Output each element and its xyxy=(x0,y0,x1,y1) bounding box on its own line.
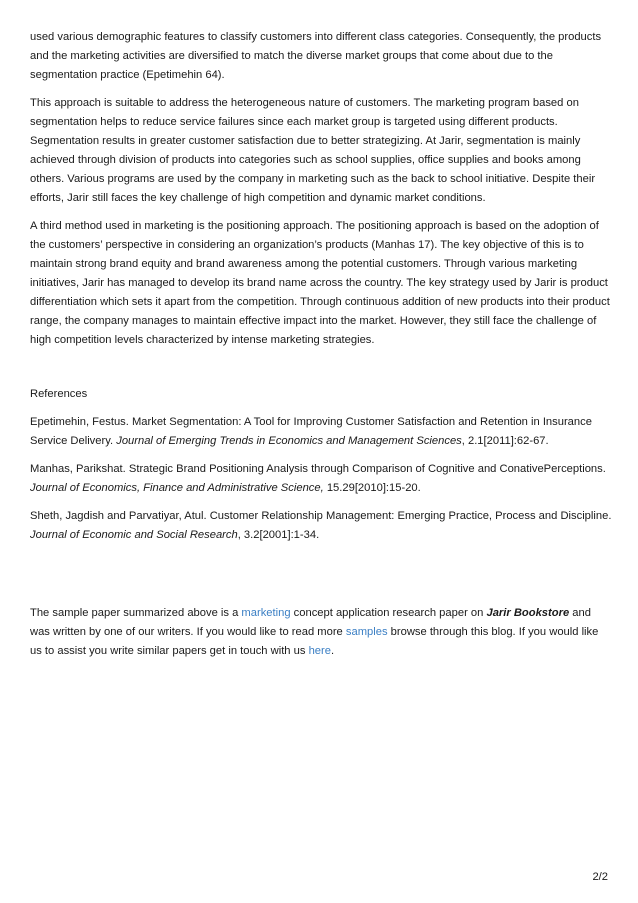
reference-details: , 3.2[2001]:1-34. xyxy=(237,529,320,541)
note-text: concept application research paper on xyxy=(290,607,487,619)
marketing-link[interactable]: marketing xyxy=(241,607,291,619)
section-gap xyxy=(30,554,612,604)
note-text: and was written by one of our writers. If you would like to read more xyxy=(30,607,591,638)
body-paragraph-1: used various demographic features to classify customers into different class categories. Consequently, the products and the marketing activities are diversified to match the diverse market groups that come about due to the segmentation practice (Epetimehin 64). xyxy=(30,31,602,81)
reference-journal: Journal of Emerging Trends in Economics and Management Sciences xyxy=(116,435,462,447)
sample-note xyxy=(30,604,612,661)
reference-item-3 xyxy=(30,507,612,545)
document-page xyxy=(30,28,612,670)
here-link[interactable]: here xyxy=(308,645,331,657)
reference-item-2 xyxy=(30,460,612,498)
samples-link[interactable]: samples xyxy=(345,626,388,638)
note-text: browse through this blog. If you would like us to assist you write similar papers get in touch with us xyxy=(30,626,599,657)
reference-text: Manhas, Parikshat. Strategic Brand Positioning Analysis through Comparison of Cognitive and ConativePerceptions. xyxy=(30,463,606,475)
reference-journal: Journal of Economic and Social Research xyxy=(30,529,238,541)
reference-journal: Journal of Economics, Finance and Administrative Science, xyxy=(30,482,324,494)
reference-text: Sheth, Jagdish and Parvatiyar, Atul. Customer Relationship Management: Emerging Practice, Process and Discipline. xyxy=(30,510,612,522)
note-text: . xyxy=(330,645,335,657)
references-heading: References xyxy=(30,388,88,400)
reference-item-1 xyxy=(30,413,612,451)
reference-details: , 2.1[2011]:62-67. xyxy=(461,435,549,447)
page-number: 2/2 xyxy=(592,871,608,883)
reference-text: Epetimehin, Festus. Market Segmentation: A Tool for Improving Customer Satisfaction and Retention in Insurance Service Delivery. xyxy=(30,416,592,447)
body-paragraph-2: This approach is suitable to address the heterogeneous nature of customers. The marketing program based on segmentation helps to reduce service failures since each market group is targeted using different products. Segmentation results in greater customer satisfaction due to better strategizing. At Jarir, segmentation is mainly achieved through division of products into categories such as school supplies, office supplies and books among others. Various programs are used by the company in marketing such as the back to school initiative. Despite their efforts, Jarir still faces the key challenge of high competition and dynamic market conditions. xyxy=(30,97,596,204)
section-gap xyxy=(30,359,612,385)
subject-title: Jarir Bookstore xyxy=(486,607,570,619)
body-paragraph-3: A third method used in marketing is the positioning approach. The positioning approach is based on the adoption of the customers’ perspective in considering an organization’s products (Manhas 17). The key objective of this is to maintain strong brand equity and brand awareness among the potential customers. Through various marketing initiatives, Jarir has managed to develop its brand name across the country. The key strategy used by Jarir is product differentiation which sets it apart from the competition. Through continuous addition of new products into their product range, the company manages to maintain effective impact into the market. However, they still face the challenge of high competition levels characterized by intense marketing strategies. xyxy=(30,220,610,346)
reference-details: 15.29[2010]:15-20. xyxy=(323,482,421,494)
note-text: The sample paper summarized above is a xyxy=(30,607,242,619)
